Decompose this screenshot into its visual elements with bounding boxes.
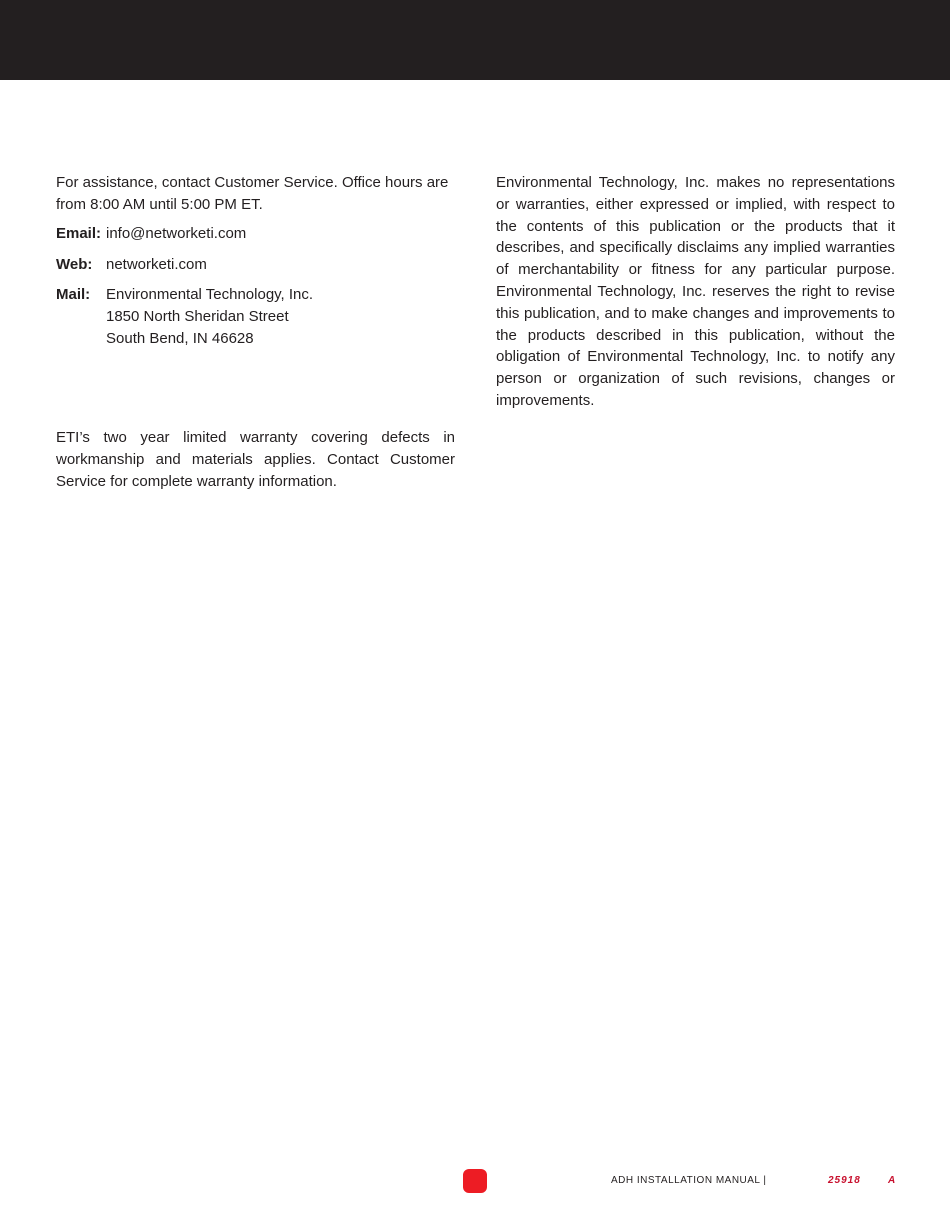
footer-manual-label: ADH INSTALLATION MANUAL | [611, 1175, 767, 1186]
mail-line-street: 1850 North Sheridan Street [106, 308, 289, 325]
mail-line-company: Environmental Technology, Inc. [106, 286, 314, 303]
footer-revision: A [888, 1175, 896, 1186]
email-label: Email: [56, 225, 102, 242]
footer-document-number: 25918 [828, 1175, 861, 1186]
mail-row [56, 284, 455, 350]
web-label: Web: [56, 255, 93, 273]
mail-address [106, 284, 455, 350]
disclaimer-text: Environmental Technology, Inc. makes no representations or warranties, either expressed or implied, with respect to the contents of this publication or the products that it describes, and specifically disclaims any implied warranties of merchantability or fitness for any particular purpose. Environmental Technology, Inc. reserves the right to revise this publication, and to make changes and improvements to the products described in this publication, without the obligation of Environmental Technology, Inc. to notify any person or organization of such revisions, changes or improvements. [496, 174, 895, 409]
email-link[interactable]: info@networketi.com [106, 225, 247, 242]
disclaimer-section [496, 172, 895, 412]
header-band [0, 0, 950, 80]
contact-intro: For assistance, contact Customer Service. Office hours are from 8:00 AM until 5:00 PM ET. [56, 174, 449, 213]
web-row [56, 254, 455, 276]
mail-line-city: South Bend, IN 46628 [106, 330, 254, 347]
web-link[interactable]: networketi.com [106, 255, 207, 273]
mail-label: Mail: [56, 286, 91, 303]
contact-section [56, 172, 455, 359]
warranty-text: ETI’s two year limited warranty covering defects in workmanship and materials applies. Contact Customer Service for complete warranty information. [56, 429, 455, 490]
footer-page-marker [463, 1169, 487, 1193]
email-row [56, 223, 455, 245]
